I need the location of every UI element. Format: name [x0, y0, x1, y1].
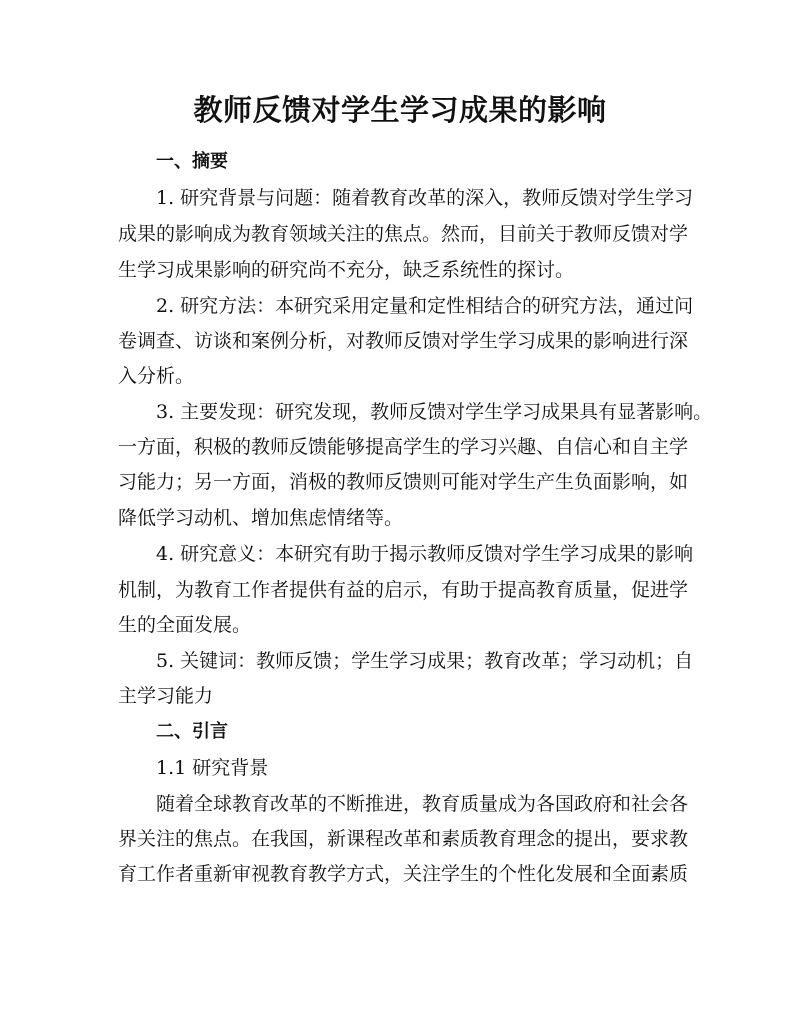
paragraph-line: 2. 研究方法：本研究采用定量和定性相结合的研究方法，通过问 — [156, 295, 694, 317]
paragraph-line: 界关注的焦点。在我国，新课程改革和素质教育理念的提出，要求教 — [118, 828, 689, 850]
paragraph-line: 生学习成果影响的研究尚不充分，缺乏系统性的探讨。 — [118, 259, 575, 281]
paragraph-line: 降低学习动机、增加焦虑情绪等。 — [118, 507, 404, 529]
paragraph-line: 随着全球教育改革的不断推进，教育质量成为各国政府和社会各 — [156, 793, 689, 815]
paragraph-line: 5. 关键词：教师反馈；学生学习成果；教育改革；学习动机；自 — [156, 650, 694, 672]
paragraph-line: 卷调查、访谈和案例分析，对教师反馈对学生学习成果的影响进行深 — [118, 330, 689, 352]
paragraph-line: 一方面，积极的教师反馈能够提高学生的学习兴趣、自信心和自主学 — [118, 436, 689, 458]
paragraph-line: 习能力；另一方面，消极的教师反馈则可能对学生产生负面影响，如 — [118, 471, 689, 493]
section-heading-introduction: 二、引言 — [156, 721, 228, 742]
section-heading-abstract: 一、摘要 — [156, 151, 228, 172]
paragraph-line: 3. 主要发现：研究发现，教师反馈对学生学习成果具有显著影响。 — [156, 401, 713, 423]
paragraph-line: 机制，为教育工作者提供有益的启示，有助于提高教育质量，促进学 — [118, 579, 689, 601]
paragraph-line: 4. 研究意义：本研究有助于揭示教师反馈对学生学习成果的影响 — [156, 543, 694, 565]
subsection-heading: 1.1 研究背景 — [156, 757, 269, 779]
paragraph-line: 生的全面发展。 — [118, 614, 252, 636]
paragraph-line: 成果的影响成为教育领域关注的焦点。然而，目前关于教师反馈对学 — [118, 223, 689, 245]
paragraph-line: 入分析。 — [118, 365, 195, 387]
paragraph-line: 育工作者重新审视教育教学方式，关注学生的个性化发展和全面素质 — [118, 863, 689, 885]
paragraph-line: 1. 研究背景与问题：随着教育改革的深入，教师反馈对学生学习 — [156, 187, 694, 209]
document-title: 教师反馈对学生学习成果的影响 — [193, 93, 607, 127]
paragraph-line: 主学习能力 — [118, 685, 214, 707]
